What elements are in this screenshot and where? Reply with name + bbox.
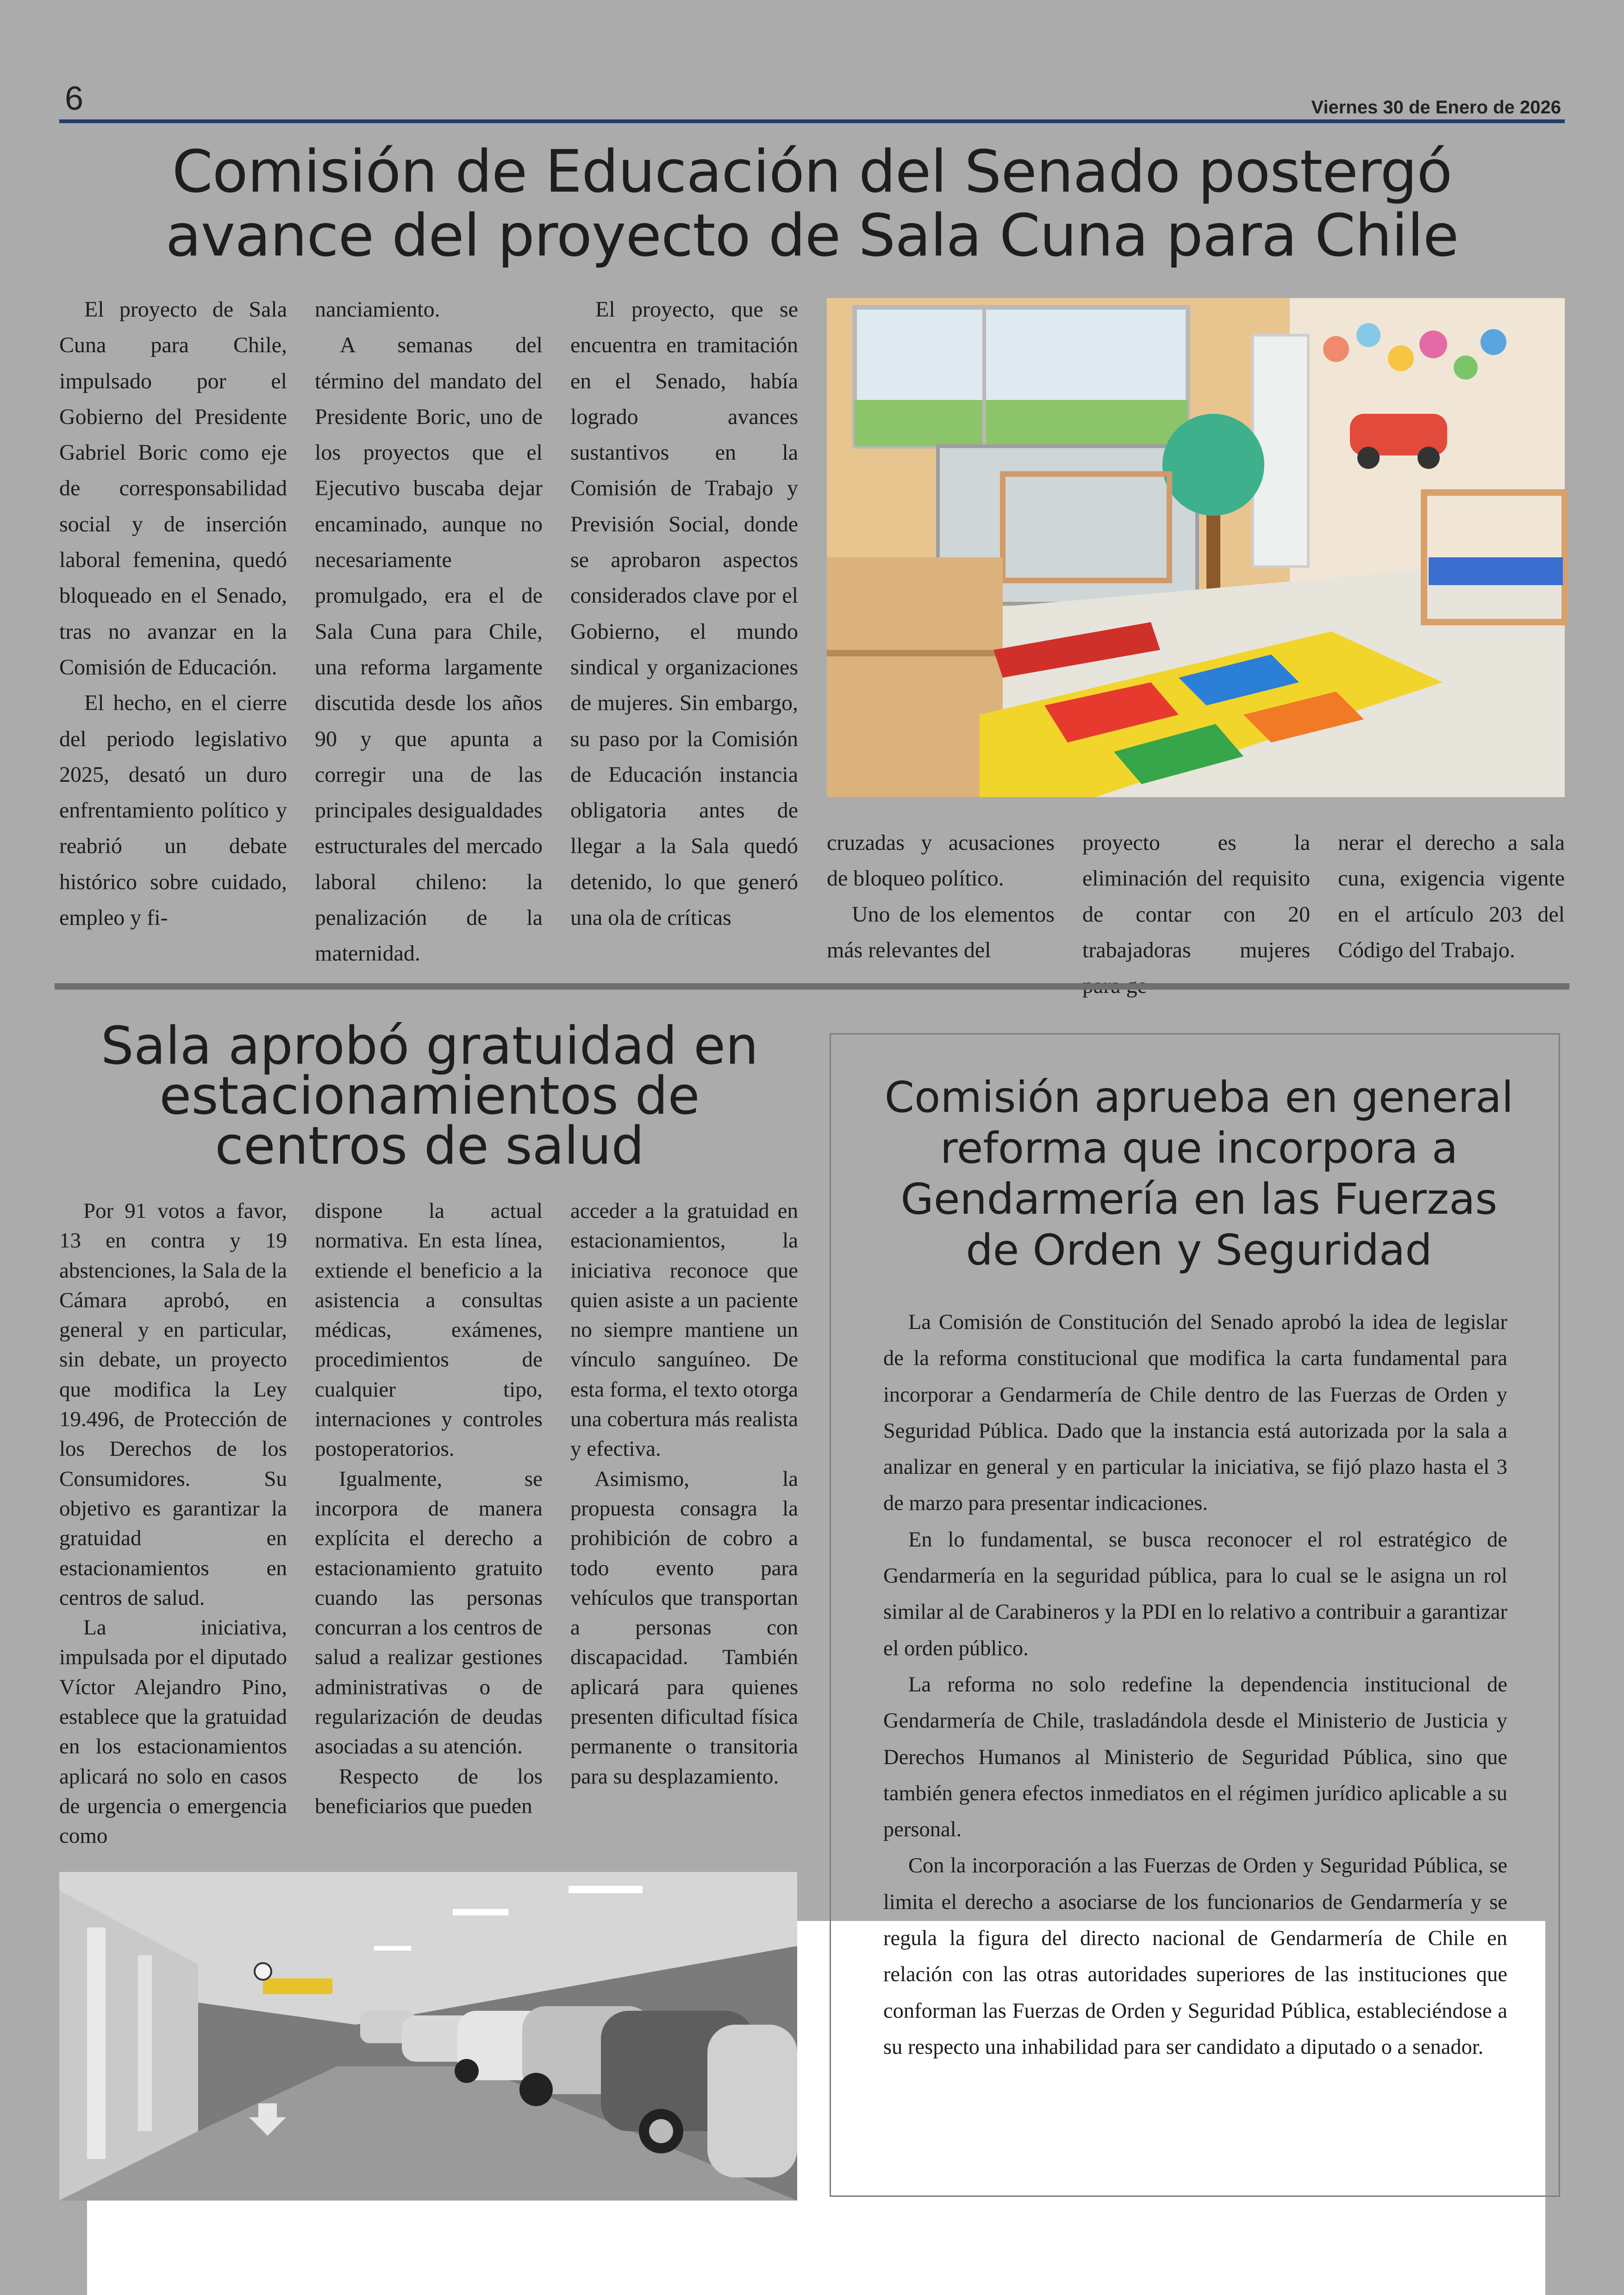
article1-column-1 — [59, 292, 287, 977]
paragraph: Respecto de los beneficiarios que pueden — [315, 1764, 543, 1818]
issue-date: Viernes 30 de Enero de 2026 — [1311, 97, 1561, 118]
article2-column-1 — [59, 1196, 287, 1863]
paragraph: El hecho, en el cierre del periodo legislativo 2025, desató un duro enfrentamiento político y reabrió un debate histórico sobre cuidado, empleo y fi- — [59, 691, 287, 930]
paragraph: La iniciativa, impulsada por el diputado Víctor Alejandro Pino, establece que la gratuidad en los estacionamientos aplicará no solo en casos de urgencia o emergencia como — [59, 1615, 287, 1848]
article1-headline-line1: Comisión de Educación del Senado postergó — [172, 137, 1452, 206]
paragraph: proyecto es la eliminación del requisito de contar con 20 trabajadoras mujeres — [1082, 830, 1310, 962]
article1-column-5 — [1082, 825, 1310, 978]
header-rule — [59, 119, 1565, 123]
paragraph: La reforma no solo redefine la dependencia institucional de Gendarmería de Chile, trasladándola desde el Ministerio de Justicia y Derechos Humanos al Ministerio de Seguridad Pública, sino que también genera efectos inmediatos en el régimen jurídico aplicable a su personal. — [883, 1672, 1507, 1842]
article3-body — [883, 1304, 1507, 2138]
page-number: 6 — [65, 80, 84, 117]
paragraph: El proyecto, que se encuentra en tramitación en el Senado, había logrado avances sustantivos en la Comisión de Trabajo y Previsión Social, donde se aprobaron aspectos considerados clave por el Gobierno, el mundo sindical y organizaciones de mujeres. Sin embargo, su paso por la Comisión de Educación instancia obligatoria antes de llegar a la Sala quedó detenido, lo que generó una ola de críticas — [570, 297, 798, 930]
article1-column-6 — [1338, 825, 1565, 978]
article2-column-2 — [315, 1196, 543, 1863]
article3-headline — [880, 1072, 1518, 1276]
article2-headline-line1: Sala aprobó gratuidad en — [100, 1016, 759, 1076]
paragraph: En lo fundamental, se busca reconocer el rol estratégico de Gendarmería en la seguridad pública, para lo cual se le asigna un rol similar al de Carabineros y la PDI en lo relativo a contribuir a garantizar el orden público. — [883, 1528, 1507, 1660]
paragraph: Asimismo, la propuesta consagra la prohibición de cobro a todo evento para vehículos que transportan a personas con discapacidad. También aplicará para quienes presenten dificultad física permanente o transitoria para su desplazamiento. — [570, 1466, 798, 1789]
article1-column-2 — [315, 292, 543, 977]
article2-headline — [59, 1016, 800, 1176]
article1-column-4 — [827, 825, 1055, 978]
article1-headline-line2: avance del proyecto de Sala Cuna para Chile — [165, 201, 1459, 269]
article3-headline-line1: Comisión aprueba en general — [884, 1073, 1514, 1122]
paragraph: Igualmente, se incorpora de manera explícita el derecho a estacionamiento gratuito cuando las personas concurran a los centros de salud a realizar gestiones administrativas o de regularización de deudas asociadas a su atención. — [315, 1466, 543, 1759]
article2-column-3 — [570, 1196, 798, 1863]
paragraph: cruzadas y acusaciones de bloqueo político. — [827, 830, 1055, 891]
article3-headline-line3: Gendarmería en las Fuerzas — [900, 1174, 1498, 1224]
article1-headline — [59, 137, 1565, 269]
article1-column-3 — [570, 292, 798, 977]
paragraph: La Comisión de Constitución del Senado aprobó la idea de legislar de la reforma constitucional que modifica la carta fundamental para incorporar a Gendarmería de Chile dentro de las Fuerzas de Orden y Seguridad Pública. Dado que la instancia está autorizada por la sala a analizar en general y en particular la iniciativa, se fijó plazo hasta el 3 de marzo para presentar indicaciones. — [883, 1310, 1507, 1515]
paragraph: Con la incorporación a las Fuerzas de Orden y Seguridad Pública, se limita el derecho a asociarse de los funcionarios de Gendarmería y se regula la figura del directo nacional de Gendarmería de Chile en relación con las otras autoridades superiores de las instituciones que conforman las Fuerzas de Orden y Seguridad Pública, estableciéndose a su respecto una inhabilidad para ser candidato a diputado o a senador. — [883, 1854, 1507, 2059]
paragraph: dispone la actual normativa. En esta línea, extiende el beneficio a la asistencia a consultas médicas, exámenes, procedimientos de cualquier tipo, internaciones y controles postoperatorios. — [315, 1199, 543, 1461]
article2-headline-line3: centros de salud — [215, 1116, 644, 1176]
paragraph: acceder a la gratuidad en estacionamientos, la iniciativa reconoce que quien asiste a un paciente no siempre mantiene un vínculo sanguíneo. De esta forma, el texto otorga una cobertura más realista y efectiva. — [570, 1199, 798, 1461]
article3-headline-line2: reforma que incorpora a — [940, 1123, 1458, 1173]
paragraph: A semanas del término del mandato del Presidente Boric, uno de los proyectos que el Ejecutivo buscaba dejar encaminado, aunque no necesariamente promulgado, era el de Sala Cuna para Chile, una reforma largamente discutida desde los años 90 y que apunta a corregir una de las principales desigualdades estructurales del mercado laboral chileno: la penalización de la maternidad. — [315, 333, 543, 966]
nursery-room-photo — [827, 298, 1565, 797]
article2-headline-line2: estacionamientos de — [159, 1066, 700, 1126]
paragraph: Uno de los elementos más relevantes del — [827, 902, 1055, 962]
article3-headline-line4: de Orden y Seguridad — [966, 1225, 1432, 1275]
section-divider — [55, 983, 1569, 990]
paragraph: nerar el derecho a sala cuna, exigencia vigente en el artículo 203 del Código del Trabajo. — [1338, 830, 1565, 962]
paragraph: Por 91 votos a favor, 13 en contra y 19 abstenciones, la Sala de la Cámara aprobó, en general y en particular, sin debate, un proyecto que modifica la Ley 19.496, de Protección de los Derechos de los Consumidores. Su objetivo es garantizar la gratuidad en estacionamientos en centros de salud. — [59, 1199, 287, 1610]
paragraph: nanciamiento. — [315, 297, 440, 322]
parking-garage-photo — [59, 1872, 797, 2201]
paragraph: El proyecto de Sala Cuna para Chile, impulsado por el Gobierno del Presidente Gabriel Boric como eje de corresponsabilidad social y de inserción laboral femenina, quedó bloqueado en el Senado, tras no avanzar en la Comisión de Educación. — [59, 297, 287, 680]
